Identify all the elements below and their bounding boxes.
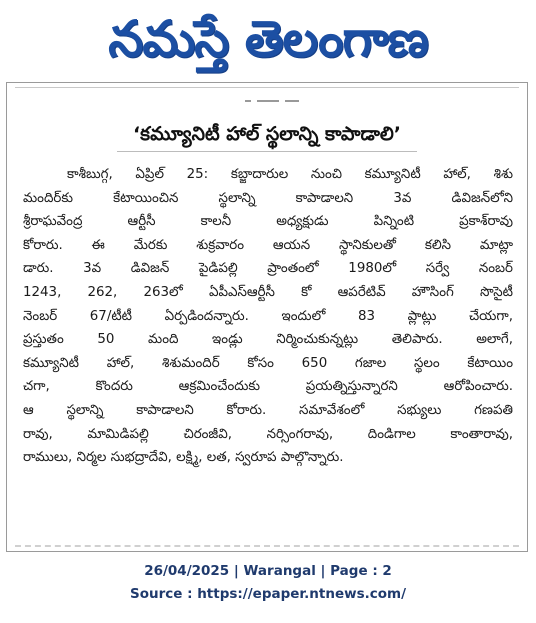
- article-clip-frame: [6, 82, 528, 552]
- article-line: కాశీబుగ్గ, ఏప్రిల్ 25: కబ్జాదారుల నుంచి కమ్యూనిటీ హాల్, శిశు: [67, 167, 513, 182]
- article-headline: ‘కమ్యూనిటీ హాల్ స్థలాన్ని కాపాడాలి’: [132, 123, 402, 145]
- masthead-logo-text: నమస్తే తెలంగాణ: [108, 10, 428, 68]
- article-line: రావు, మామిడిపల్లి చిరంజీవి, నర్సింగరావు, దిండిగాల కాంతారావు,: [23, 426, 513, 442]
- bottom-divider: [15, 545, 519, 547]
- source-caption: [0, 560, 536, 606]
- source-link[interactable]: Source : https://epaper.ntnews.com/: [129, 586, 407, 602]
- article-line: కోరారు. ఈ మేరకు శుక్రవారం ఆయన స్థానికులతో కలిసి మాట్లా: [23, 237, 513, 253]
- article-line: నెంబర్ 67/టీటీ ఏర్పడిందన్నారు. ఇందులో 83 ప్లాట్లు చేయగా,: [23, 308, 513, 324]
- headline-divider: [117, 151, 417, 152]
- article-line: మందిర్‌కు కేటాయించిన స్థలాన్ని కాపాడాలని 3వ డివిజన్‌లోని: [23, 190, 513, 206]
- article-line: ఆ స్థలాన్ని కాపాడాలని కోరారు. సమావేశంలో సభ్యులు గణపతి: [23, 402, 513, 418]
- article-line: కమ్యూనిటీ హాల్, శిశుమందిర్ కోసం 650 గజాల స్థలం కేటాయిం: [23, 355, 513, 371]
- newspaper-masthead: [30, 6, 506, 72]
- article-line: శ్రీరాఘవేంద్ర ఆర్టీసీ కాలనీ అధ్యక్షుడు పిన్నింటి ప్రకాశ్‌రావు: [23, 214, 513, 230]
- top-divider: [15, 87, 519, 88]
- edition-meta: 26/04/2025 | Warangal | Page : 2: [144, 563, 392, 579]
- article-line: రాములు, నిర్మల సుభద్రాదేవి, లక్ష్మి, లత, స్వరూప పాల్గొన్నారు.: [23, 450, 344, 466]
- article-line: డారు. 3వ డివిజన్ పైడిపల్లి ప్రాంతంలో 1980లో సర్వే నంబర్: [23, 261, 513, 277]
- article-line: ప్రస్తుతం 50 మంది ఇండ్లు నిర్మించుకున్నట్లు తెలిపారు. అలాగే,: [23, 332, 513, 348]
- scan-marks: [245, 98, 325, 104]
- article-body: [23, 163, 513, 470]
- article-line: చగా, కొందరు ఆక్రమించేందుకు ప్రయత్నిస్తున్నారని ఆరోపించారు.: [23, 379, 513, 395]
- article-line: 1243, 262, 263లో ఏపీఎస్ఆర్టీసీ కో ఆపరేటివ్ హౌసింగ్ సొసైటీ: [23, 284, 513, 300]
